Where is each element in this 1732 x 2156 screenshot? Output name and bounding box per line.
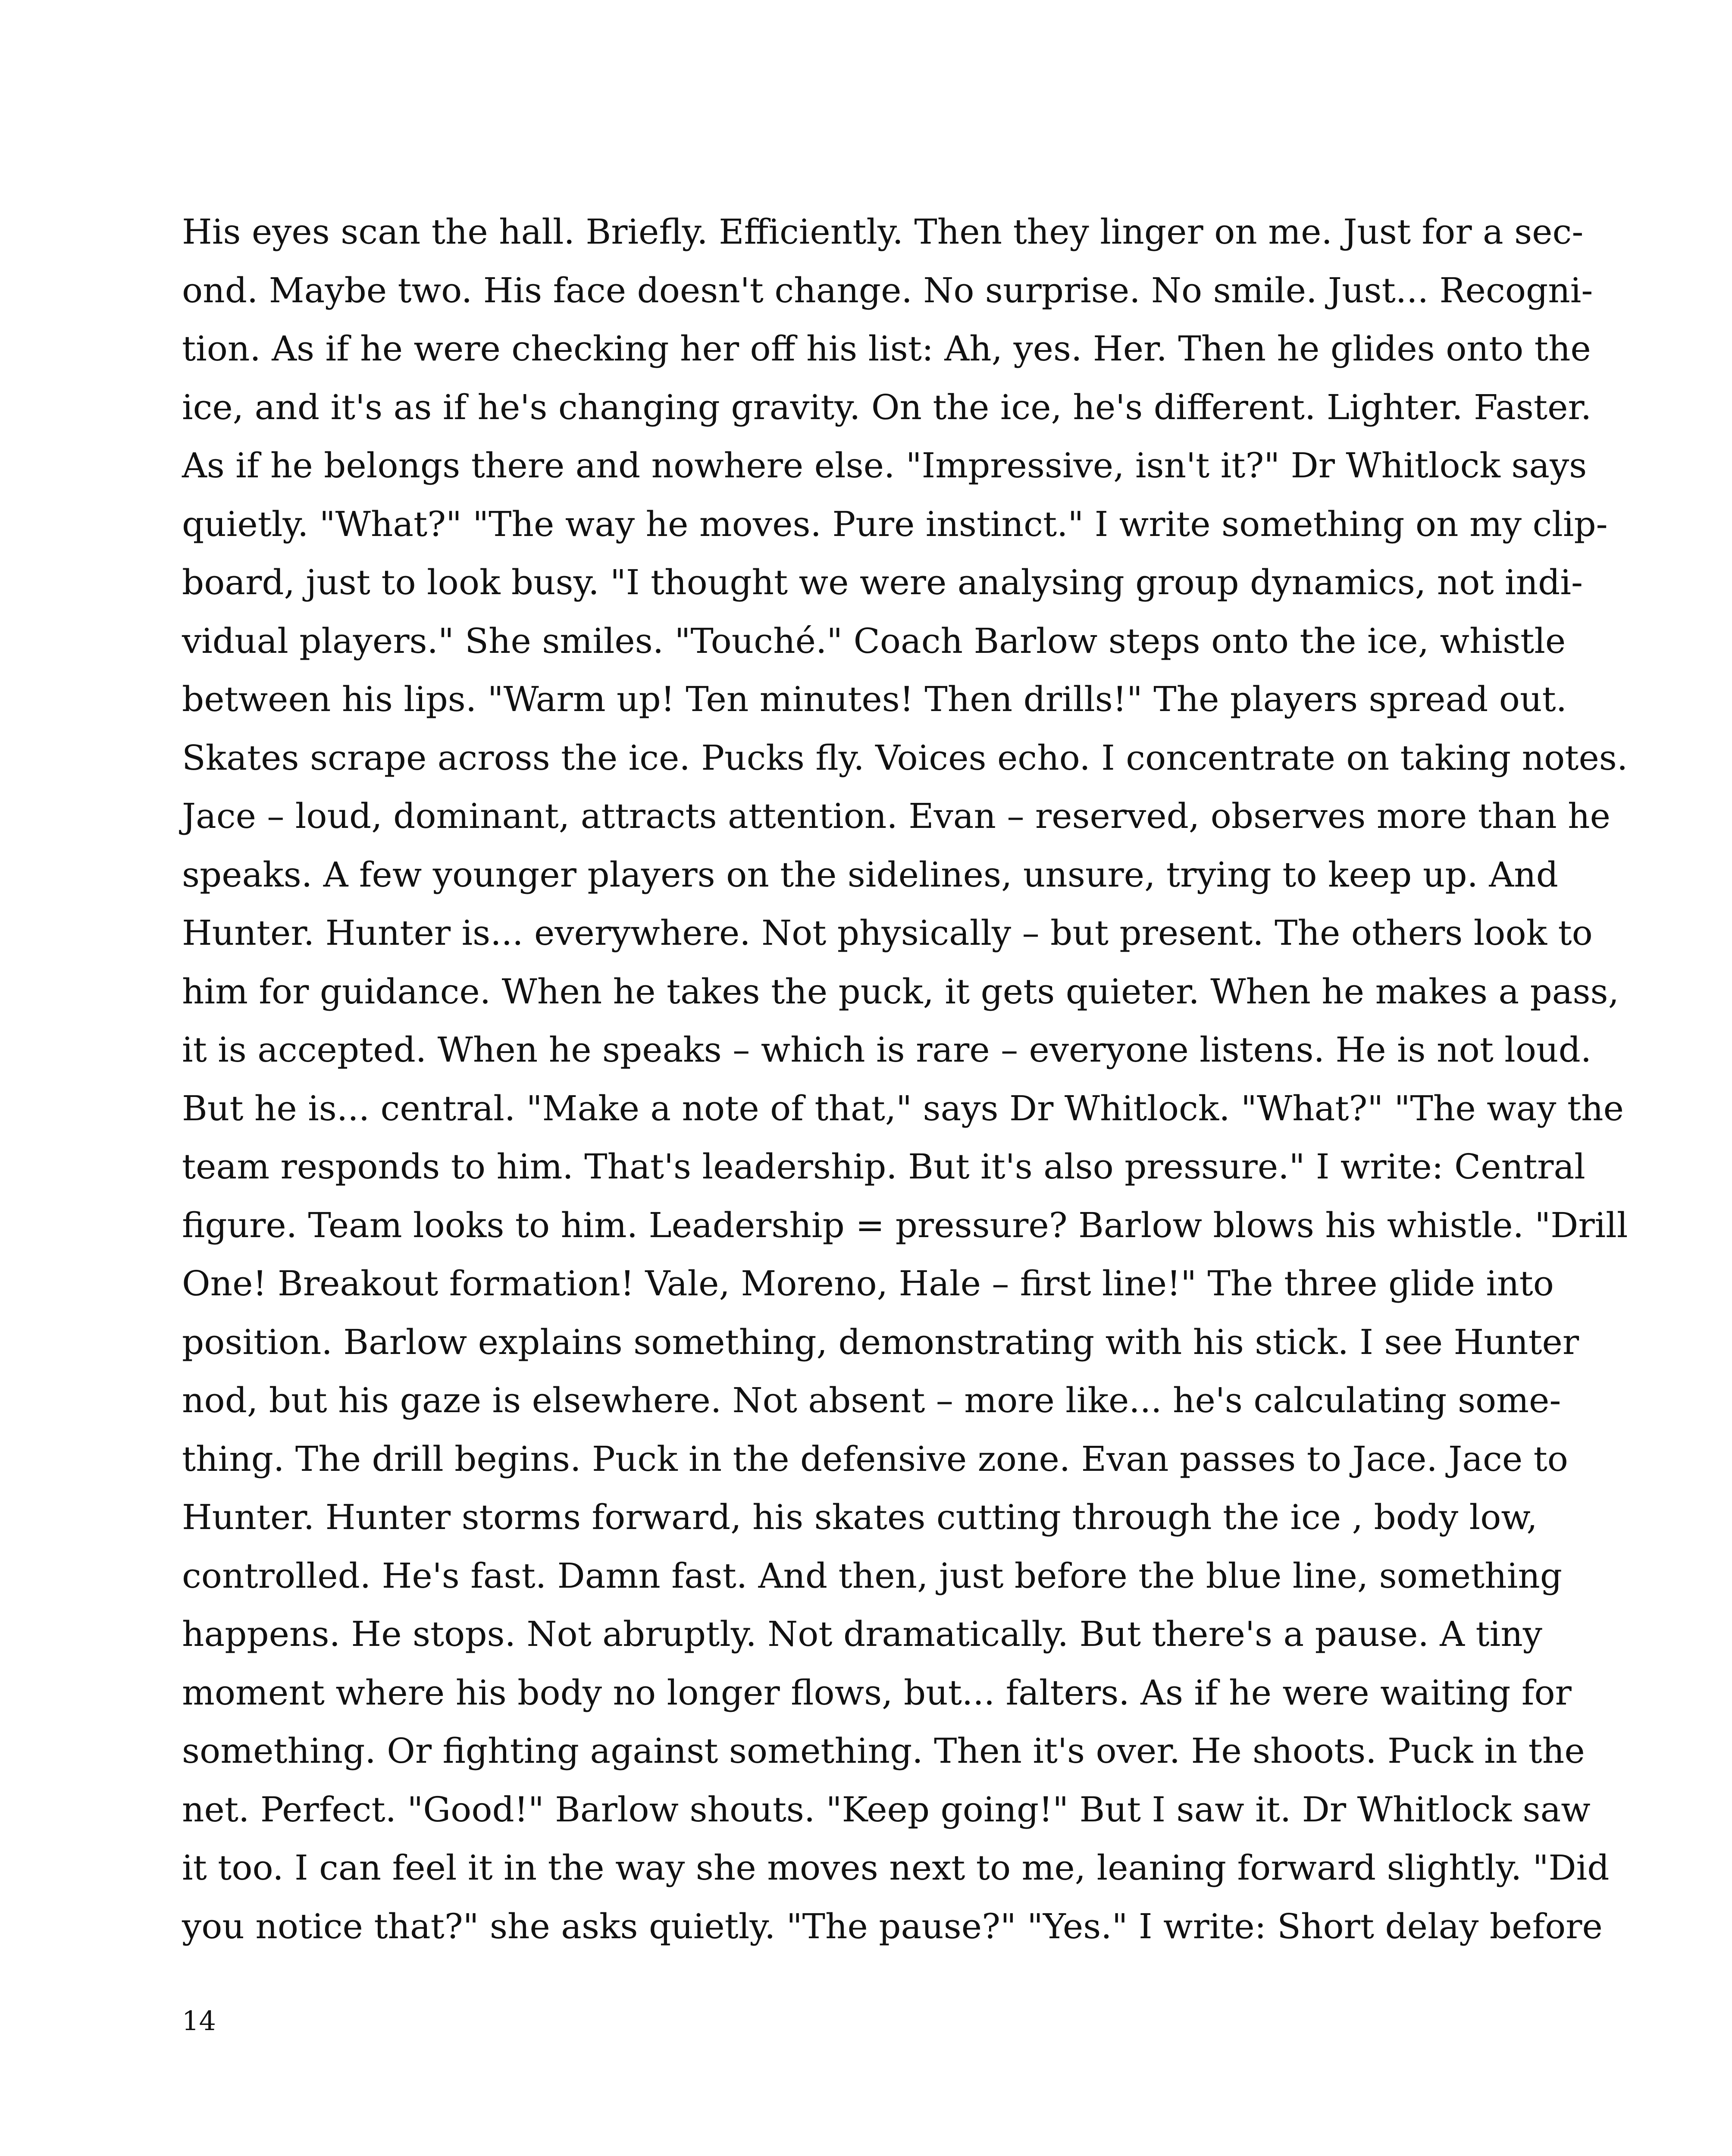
text-line: you notice that?" she asks quietly. "The pause?" "Yes." I write: Short delay before [182,1906,1603,1946]
text-line: him for guidance. When he takes the puck, it gets quieter. When he makes a pass, [182,971,1619,1012]
text-line: net. Perfect. "Good!" Barlow shouts. "Keep going!" But I saw it. Dr Whitlock saw [182,1789,1591,1830]
text-line: One! Breakout formation! Vale, Moreno, Hale – first line!" The three glide into [182,1263,1554,1304]
text-line: between his lips. "Warm up! Ten minutes! Then drills!" The players spread out. [182,679,1567,719]
text-line: vidual players." She smiles. "Touché." Coach Barlow steps onto the ice, whistle [182,620,1566,661]
text-line: board, just to look busy. "I thought we were analysing group dynamics, not indi- [182,562,1583,602]
text-line: His eyes scan the hall. Briefly. Efficiently. Then they linger on me. Just for a sec- [182,212,1584,252]
text-line: tion. As if he were checking her off his list: Ah, yes. Her. Then he glides onto the [182,329,1591,369]
text-line: Skates scrape across the ice. Pucks fly. Voices echo. I concentrate on taking notes. [182,737,1628,778]
text-line: team responds to him. That's leadership. But it's also pressure." I write: Central [182,1147,1585,1187]
text-line: nod, but his gaze is elsewhere. Not absent – more like... he's calculating some- [182,1380,1561,1420]
text-line: controlled. He's fast. Damn fast. And then, just before the blue line, something [182,1555,1563,1596]
text-line: something. Or fighting against something. Then it's over. He shoots. Puck in the [182,1731,1585,1771]
text-line: quietly. "What?" "The way he moves. Pure instinct." I write something on my clip- [182,504,1608,544]
text-line: ice, and it's as if he's changing gravity. On the ice, he's different. Lighter. Faster. [182,387,1592,427]
text-line: Hunter. Hunter is... everywhere. Not physically – but present. The others look to [182,913,1593,953]
body-text [182,203,1628,1955]
text-line: happens. He stops. Not abruptly. Not dramatically. But there's a pause. A tiny [182,1614,1542,1654]
text-line: But he is... central. "Make a note of that," says Dr Whitlock. "What?" "The way the [182,1088,1624,1128]
text-line: moment where his body no longer flows, but... falters. As if he were waiting for [182,1672,1572,1713]
text-line: it too. I can feel it in the way she moves next to me, leaning forward slightly. "Did [182,1848,1610,1888]
text-line: figure. Team looks to him. Leadership = pressure? Barlow blows his whistle. "Drill [182,1205,1628,1245]
text-line: speaks. A few younger players on the sidelines, unsure, trying to keep up. And [182,854,1558,895]
text-line: Jace – loud, dominant, attracts attention. Evan – reserved, observes more than he [182,796,1610,836]
page-number: 14 [182,2005,216,2037]
text-line: it is accepted. When he speaks – which is rare – everyone listens. He is not loud. [182,1030,1592,1070]
text-line: ond. Maybe two. His face doesn't change. No surprise. No smile. Just... Recogni- [182,270,1593,310]
text-line: thing. The drill begins. Puck in the defensive zone. Evan passes to Jace. Jace to [182,1438,1568,1479]
text-line: Hunter. Hunter storms forward, his skates cutting through the ice , body low, [182,1497,1538,1537]
text-line: As if he belongs there and nowhere else. "Impressive, isn't it?" Dr Whitlock says [182,445,1587,486]
text-line: position. Barlow explains something, demonstrating with his stick. I see Hunter [182,1322,1579,1362]
